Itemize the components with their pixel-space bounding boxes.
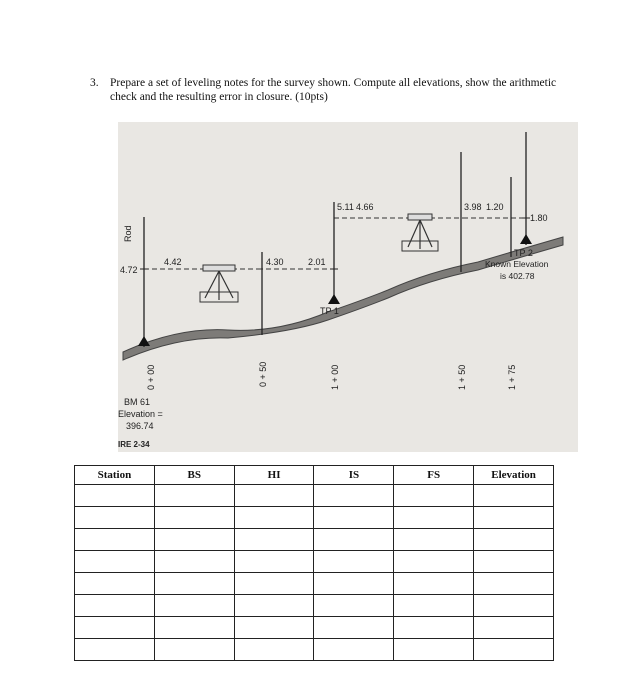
table-cell[interactable] — [234, 507, 314, 529]
header-fs: FS — [394, 466, 474, 485]
level-instrument-1 — [203, 265, 235, 271]
station-0-50: 0 + 50 — [258, 361, 268, 387]
rod-label: Rod — [123, 225, 133, 242]
reading-r1: 4.42 — [164, 257, 182, 267]
table-row — [75, 529, 554, 551]
bm-elev-label: Elevation = — [118, 409, 163, 419]
table-cell[interactable] — [394, 595, 474, 617]
reading-r6: 3.98 — [464, 202, 482, 212]
tp1-label: TP 1 — [320, 306, 339, 316]
table-cell[interactable] — [394, 529, 474, 551]
question-text: Prepare a set of leveling notes for the survey shown. Compute all elevations, show the arithmetic check and the resulting error in closure. (10pts) — [110, 77, 557, 103]
reading-r2: 4.30 — [266, 257, 284, 267]
station-0-00: 0 + 00 — [146, 364, 156, 390]
station-1-00: 1 + 00 — [330, 364, 340, 390]
table-cell[interactable] — [474, 639, 554, 661]
table-cell[interactable] — [314, 529, 394, 551]
table-cell[interactable] — [394, 639, 474, 661]
header-is: IS — [314, 466, 394, 485]
leveling-figure — [118, 122, 578, 452]
table-cell[interactable] — [234, 639, 314, 661]
table-cell[interactable] — [474, 551, 554, 573]
table-row — [75, 507, 554, 529]
table-cell[interactable] — [75, 485, 155, 507]
table-cell[interactable] — [394, 507, 474, 529]
table-cell[interactable] — [75, 573, 155, 595]
table-cell[interactable] — [154, 551, 234, 573]
level-instrument-2 — [408, 214, 432, 220]
table-cell[interactable] — [234, 551, 314, 573]
reading-r7: 1.20 — [486, 202, 504, 212]
table-cell[interactable] — [394, 485, 474, 507]
tripod-1 — [205, 271, 233, 300]
table-cell[interactable] — [75, 617, 155, 639]
ground-profile — [123, 237, 563, 360]
table-cell[interactable] — [314, 485, 394, 507]
reading-r5: 4.66 — [356, 202, 374, 212]
bm-name: BM 61 — [124, 397, 151, 407]
table-cell[interactable] — [75, 551, 155, 573]
table-cell[interactable] — [75, 639, 155, 661]
tp1-marker — [328, 294, 340, 304]
leveling-notes-table — [74, 465, 554, 661]
figure-caption: IRE 2-34 — [118, 440, 150, 449]
table-cell[interactable] — [474, 573, 554, 595]
table-cell[interactable] — [234, 595, 314, 617]
table-cell[interactable] — [394, 617, 474, 639]
table-row — [75, 573, 554, 595]
reading-r8: 1.80 — [530, 213, 548, 223]
tp2-known-value: is 402.78 — [500, 271, 535, 281]
header-elevation: Elevation — [474, 466, 554, 485]
table-cell[interactable] — [75, 507, 155, 529]
table-cell[interactable] — [75, 529, 155, 551]
tripod-2 — [408, 220, 432, 249]
table-row — [75, 617, 554, 639]
table-cell[interactable] — [234, 529, 314, 551]
table-cell[interactable] — [314, 573, 394, 595]
table-cell[interactable] — [314, 507, 394, 529]
table-cell[interactable] — [314, 551, 394, 573]
table-cell[interactable] — [154, 617, 234, 639]
table-cell[interactable] — [474, 595, 554, 617]
header-station: Station — [75, 466, 155, 485]
station-1-75: 1 + 75 — [507, 364, 517, 390]
table-row — [75, 639, 554, 661]
question-number: 3. — [90, 77, 99, 89]
table-body — [75, 485, 554, 661]
table-cell[interactable] — [474, 485, 554, 507]
table-cell[interactable] — [474, 617, 554, 639]
table-cell[interactable] — [474, 529, 554, 551]
leveling-diagram — [118, 122, 578, 452]
bm-elev-value: 396.74 — [126, 421, 154, 431]
tp2-marker — [520, 234, 532, 244]
table-cell[interactable] — [314, 639, 394, 661]
header-bs: BS — [154, 466, 234, 485]
table-cell[interactable] — [394, 551, 474, 573]
table-cell[interactable] — [154, 529, 234, 551]
table-cell[interactable] — [154, 639, 234, 661]
table-row — [75, 551, 554, 573]
table-cell[interactable] — [314, 617, 394, 639]
table-cell[interactable] — [154, 507, 234, 529]
reading-r4: 5.11 — [337, 202, 354, 212]
reading-bm-bs: 4.72 — [120, 265, 138, 275]
table-cell[interactable] — [394, 573, 474, 595]
reading-r3: 2.01 — [308, 257, 326, 267]
table-cell[interactable] — [154, 573, 234, 595]
table-cell[interactable] — [474, 507, 554, 529]
table-row — [75, 595, 554, 617]
table-cell[interactable] — [234, 485, 314, 507]
bm-marker — [138, 336, 150, 346]
table-cell[interactable] — [234, 573, 314, 595]
header-hi: HI — [234, 466, 314, 485]
table-cell[interactable] — [234, 617, 314, 639]
table-cell[interactable] — [75, 595, 155, 617]
question — [90, 76, 570, 104]
table-cell[interactable] — [154, 595, 234, 617]
tp2-label: TP 2 — [514, 248, 533, 258]
tp2-known-label: Known Elevation — [485, 259, 549, 269]
table-row — [75, 485, 554, 507]
table-cell[interactable] — [314, 595, 394, 617]
table-cell[interactable] — [154, 485, 234, 507]
table-header-row — [75, 466, 554, 485]
station-1-50: 1 + 50 — [457, 364, 467, 390]
